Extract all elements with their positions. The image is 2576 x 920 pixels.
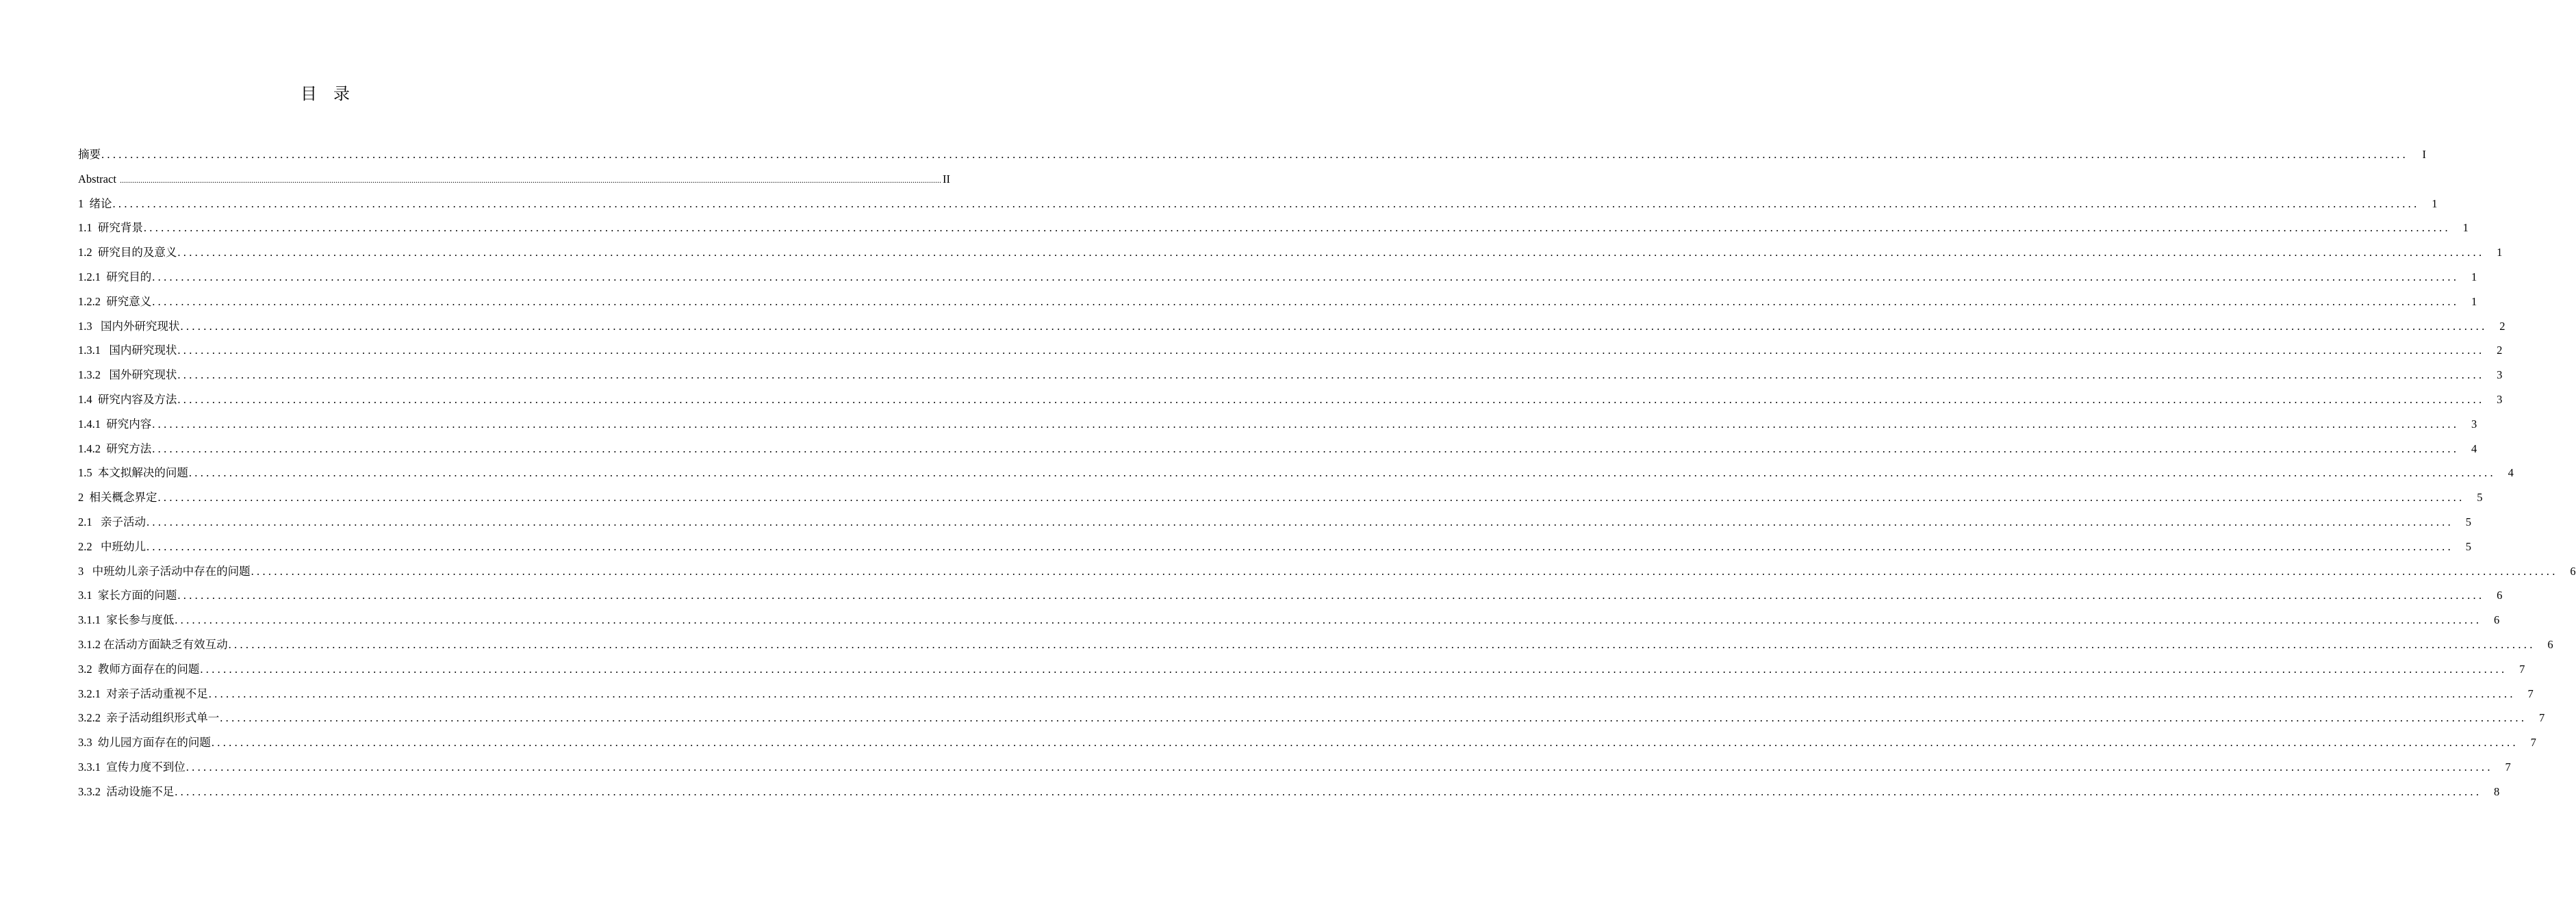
toc-entry-page-number: 2 <box>2499 319 2505 333</box>
toc-entry-label: 摘要 <box>78 148 101 161</box>
toc-dot-leader: ................................................................................................................................................................................................................................................................................................................................................................................................................ <box>220 711 2527 725</box>
toc-entry-page-number: 1 <box>2471 294 2477 308</box>
toc-entry-label: 1.4 研究内容及方法 <box>78 392 177 406</box>
toc-entry-page-number: 1 <box>2497 246 2503 259</box>
toc-entry-label: 1.3.2 国外研究现状 <box>78 368 177 382</box>
toc-entry-label: Abstract <box>78 172 120 186</box>
toc-entry-page-number: 1 <box>2462 221 2469 235</box>
toc-entry[interactable] <box>78 167 951 192</box>
toc-dot-leader: ................................................................................................................................................................................................................................................................................................................................................................................................................ <box>152 270 2460 283</box>
toc-entry[interactable] <box>78 730 2536 755</box>
toc-entry-label: 3.3.2 活动设施不足 <box>78 784 175 798</box>
toc-entry-page-number: 6 <box>2497 589 2503 602</box>
toc-entry[interactable] <box>78 240 2503 265</box>
toc-entry-label: 3.2 教师方面存在的问题 <box>78 662 200 676</box>
toc-dot-leader: ................................................................................................................................................................................................................................................................................................................................................................................................................ <box>175 613 2482 627</box>
toc-entry[interactable] <box>78 608 2500 632</box>
toc-entry[interactable] <box>78 387 2503 412</box>
toc-entry-label: 1.1 研究背景 <box>78 221 143 235</box>
toc-dot-leader: ................................................................................................................................................................................................................................................................................................................................................................................................................ <box>177 344 2485 357</box>
toc-entry[interactable] <box>78 485 2483 510</box>
toc-entry-page-number: 4 <box>2471 442 2477 455</box>
toc-entry[interactable] <box>78 755 2511 780</box>
toc-entry-label: 3.1.1 家长参与度低 <box>78 613 175 627</box>
toc-entry[interactable] <box>78 461 2514 485</box>
toc-entry-page-number: 7 <box>2527 687 2534 700</box>
toc-entry-page-number: I <box>2422 148 2426 161</box>
toc-entry[interactable] <box>78 682 2534 706</box>
toc-entry[interactable] <box>78 216 2469 240</box>
toc-dot-leader: ................................................................................................................................................................................................................................................................................................................................................................................................................ <box>120 175 942 185</box>
toc-entry-label: 2.2 中班幼儿 <box>78 539 146 553</box>
toc-entry-label: 3.1 家长方面的问题 <box>78 589 177 602</box>
toc-dot-leader: ................................................................................................................................................................................................................................................................................................................................................................................................................ <box>152 417 2460 431</box>
toc-title: 目录 <box>301 86 366 103</box>
toc-entry[interactable] <box>78 780 2500 804</box>
toc-entry-page-number: 7 <box>2539 711 2545 725</box>
toc-entry-label: 1 绪论 <box>78 196 112 210</box>
toc-dot-leader: ................................................................................................................................................................................................................................................................................................................................................................................................................ <box>152 442 2460 455</box>
toc-entry[interactable] <box>78 265 2477 290</box>
toc-dot-leader: ................................................................................................................................................................................................................................................................................................................................................................................................................ <box>152 294 2460 308</box>
toc-entry-label: 1.4.2 研究方法 <box>78 442 152 455</box>
toc-entry-label: 2 相关概念界定 <box>78 491 157 504</box>
toc-entry-page-number: 3 <box>2497 368 2503 382</box>
toc-entry[interactable] <box>78 314 2505 339</box>
toc-dot-leader: ................................................................................................................................................................................................................................................................................................................................................................................................................ <box>157 491 2465 504</box>
toc-entry-page-number: 7 <box>2519 662 2525 676</box>
toc-dot-leader: ................................................................................................................................................................................................................................................................................................................................................................................................................ <box>101 148 2408 161</box>
toc-entry[interactable] <box>78 192 2438 216</box>
toc-dot-leader: ................................................................................................................................................................................................................................................................................................................................................................................................................ <box>208 687 2516 700</box>
toc-entry[interactable] <box>78 412 2477 437</box>
toc-entry[interactable] <box>78 290 2477 314</box>
toc-dot-leader: ................................................................................................................................................................................................................................................................................................................................................................................................................ <box>146 515 2453 528</box>
toc-entry[interactable] <box>78 437 2477 461</box>
toc-entry-label: 1.5 本文拟解决的问题 <box>78 466 188 480</box>
toc-entry-page-number: 5 <box>2465 539 2471 553</box>
toc-entry-page-number: 3 <box>2497 392 2503 406</box>
toc-entry[interactable] <box>78 535 2471 559</box>
toc-entry-label: 1.2 研究目的及意义 <box>78 246 177 259</box>
toc-entry[interactable] <box>78 559 2576 584</box>
toc-entry[interactable] <box>78 142 2426 167</box>
toc-entry-page-number: 1 <box>2432 196 2438 210</box>
toc-entry[interactable] <box>78 657 2525 682</box>
toc-dot-leader: ................................................................................................................................................................................................................................................................................................................................................................................................................ <box>251 564 2558 578</box>
toc-entry-label: 3.3 幼儿园方面存在的问题 <box>78 736 211 750</box>
toc-entry-page-number: 6 <box>2570 564 2576 578</box>
toc-dot-leader: ................................................................................................................................................................................................................................................................................................................................................................................................................ <box>177 392 2485 406</box>
toc-entry[interactable] <box>78 706 2545 730</box>
toc-entry-label: 1.2.1 研究目的 <box>78 270 152 283</box>
toc-dot-leader: ................................................................................................................................................................................................................................................................................................................................................................................................................ <box>175 784 2482 798</box>
toc-entry-page-number: 3 <box>2471 417 2477 431</box>
toc-dot-leader: ................................................................................................................................................................................................................................................................................................................................................................................................................ <box>112 196 2420 210</box>
toc-entry-label: 3.3.1 宣传力度不到位 <box>78 760 186 774</box>
toc-entry[interactable] <box>78 363 2503 387</box>
toc-entry-label: 2.1 亲子活动 <box>78 515 146 528</box>
toc-entry-page-number: 2 <box>2497 344 2503 357</box>
toc-dot-leader: ................................................................................................................................................................................................................................................................................................................................................................................................................ <box>146 539 2453 553</box>
toc-dot-leader: ................................................................................................................................................................................................................................................................................................................................................................................................................ <box>228 637 2536 651</box>
toc-dot-leader: ................................................................................................................................................................................................................................................................................................................................................................................................................ <box>200 662 2508 676</box>
toc-entry-page-number: 7 <box>2505 760 2511 774</box>
toc-entry-page-number: 4 <box>2508 466 2514 480</box>
toc-entry[interactable] <box>78 583 2503 608</box>
toc-entry-label: 1.4.1 研究内容 <box>78 417 152 431</box>
toc-entry-label: 3.2.2 亲子活动组织形式单一 <box>78 711 220 725</box>
toc-dot-leader: ................................................................................................................................................................................................................................................................................................................................................................................................................ <box>177 246 2485 259</box>
toc-entry-label: 3.2.1 对亲子活动重视不足 <box>78 687 208 700</box>
toc-entry-page-number: 7 <box>2530 736 2536 750</box>
toc-dot-leader: ................................................................................................................................................................................................................................................................................................................................................................................................................ <box>177 589 2485 602</box>
toc-entry-page-number: 8 <box>2494 784 2500 798</box>
toc-entry-page-number: 1 <box>2471 270 2477 283</box>
toc-entry-label: 3.1.2 在活动方面缺乏有效互动 <box>78 637 228 651</box>
toc-entry-page-number: 5 <box>2465 515 2471 528</box>
toc-entry-page-number: II <box>943 172 951 186</box>
table-of-contents <box>78 142 2576 804</box>
toc-entry-label: 3 中班幼儿亲子活动中存在的问题 <box>78 564 251 578</box>
toc-entry-page-number: 6 <box>2547 637 2553 651</box>
toc-entry-page-number: 5 <box>2477 491 2483 504</box>
toc-dot-leader: ................................................................................................................................................................................................................................................................................................................................................................................................................ <box>143 221 2451 235</box>
toc-entry-label: 1.3 国内外研究现状 <box>78 319 180 333</box>
toc-entry[interactable] <box>78 632 2553 657</box>
toc-entry[interactable] <box>78 510 2471 535</box>
toc-entry-page-number: 6 <box>2494 613 2500 627</box>
toc-dot-leader: ................................................................................................................................................................................................................................................................................................................................................................................................................ <box>177 368 2485 382</box>
toc-entry-label: 1.3.1 国内研究现状 <box>78 344 177 357</box>
toc-dot-leader: ................................................................................................................................................................................................................................................................................................................................................................................................................ <box>188 466 2496 480</box>
toc-dot-leader: ................................................................................................................................................................................................................................................................................................................................................................................................................ <box>211 736 2518 750</box>
toc-entry-label: 1.2.2 研究意义 <box>78 294 152 308</box>
toc-entry[interactable] <box>78 338 2503 363</box>
toc-dot-leader: ................................................................................................................................................................................................................................................................................................................................................................................................................ <box>186 760 2493 774</box>
toc-dot-leader: ................................................................................................................................................................................................................................................................................................................................................................................................................ <box>180 319 2488 333</box>
